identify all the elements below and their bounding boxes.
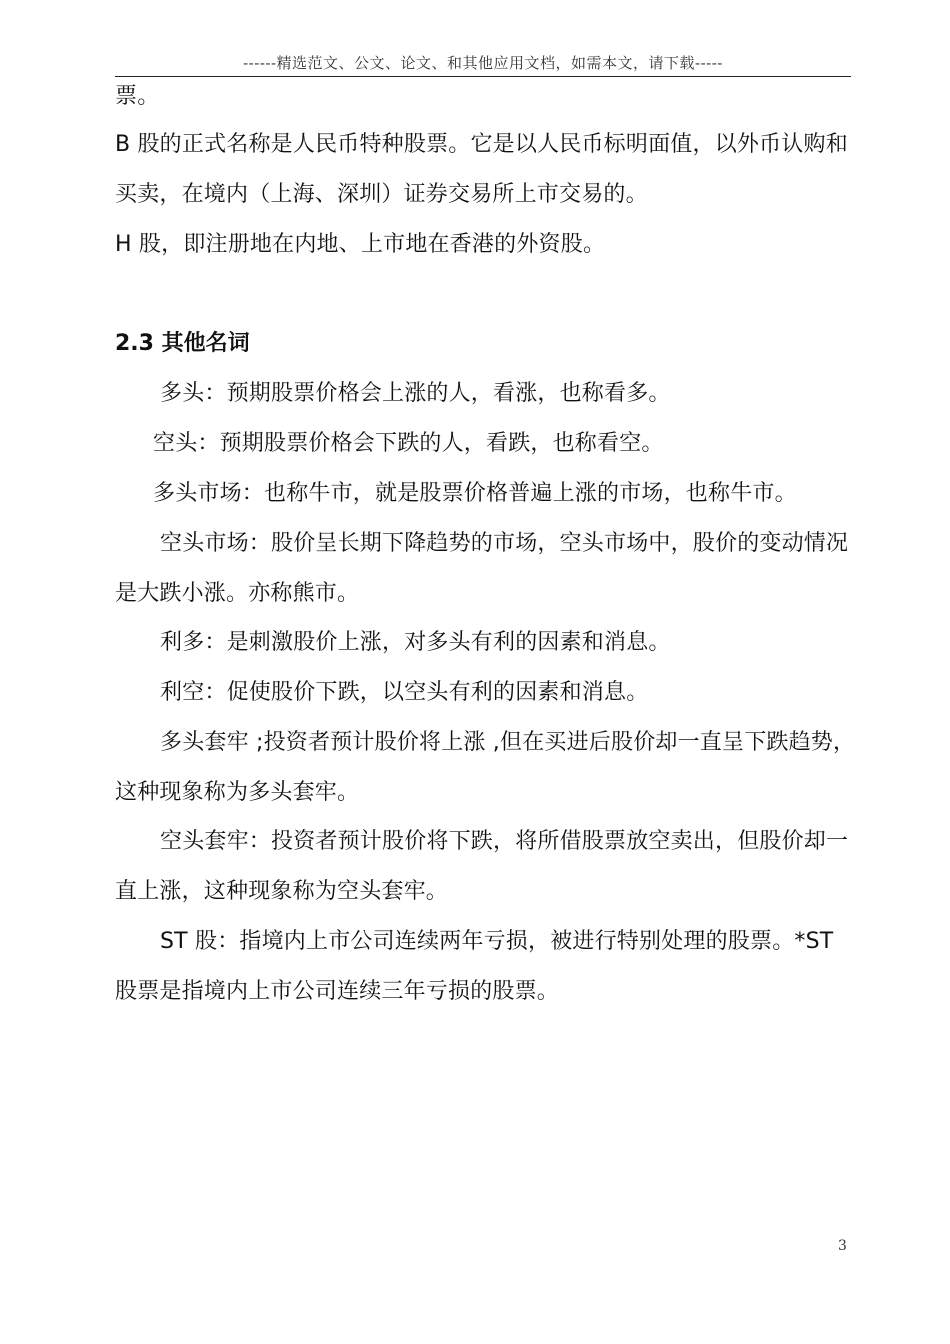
paragraph-line: H 股，即注册地在内地、上市地在香港的外资股。	[115, 232, 606, 257]
term-line: ST 股：指境内上市公司连续两年亏损，被进行特别处理的股票。*ST	[160, 929, 834, 954]
term-line: 这种现象称为多头套牢。	[115, 780, 360, 805]
section-heading: 2.3 其他名词	[115, 331, 250, 356]
term-line: 多头市场：也称牛市，就是股票价格普遍上涨的市场，也称牛市。	[153, 481, 797, 506]
term-line: 空头市场：股价呈长期下降趋势的市场，空头市场中，股价的变动情况	[160, 531, 849, 556]
term-line: 多头：预期股票价格会上涨的人，看涨，也称看多。	[160, 381, 671, 406]
term-line: 直上涨，这种现象称为空头套牢。	[115, 879, 449, 904]
term-line: 空头：预期股票价格会下跌的人，看跌，也称看空。	[153, 431, 664, 456]
term-line: 利多：是刺激股价上涨，对多头有利的因素和消息。	[160, 630, 671, 655]
term-line: 是大跌小涨。亦称熊市。	[115, 581, 360, 606]
term-line: 股票是指境内上市公司连续三年亏损的股票。	[115, 979, 560, 1004]
term-line: 多头套牢 ;投资者预计股价将上涨 ,但在买进后股价却一直呈下跌趋势，	[160, 730, 856, 755]
paragraph-line: 票。	[115, 84, 160, 109]
page-number: 3	[838, 1238, 847, 1254]
paragraph-line: B 股的正式名称是人民币特种股票。它是以人民币标明面值，以外币认购和	[115, 132, 848, 157]
paragraph-line: 买卖，在境内（上海、深圳）证券交易所上市交易的。	[115, 182, 648, 207]
page-header: ------精选范文、公文、论文、和其他应用文档，如需本文，请下载-----	[115, 52, 851, 77]
term-line: 利空：促使股价下跌，以空头有利的因素和消息。	[160, 680, 649, 705]
term-line: 空头套牢：投资者预计股价将下跌，将所借股票放空卖出，但股价却一	[160, 829, 849, 854]
